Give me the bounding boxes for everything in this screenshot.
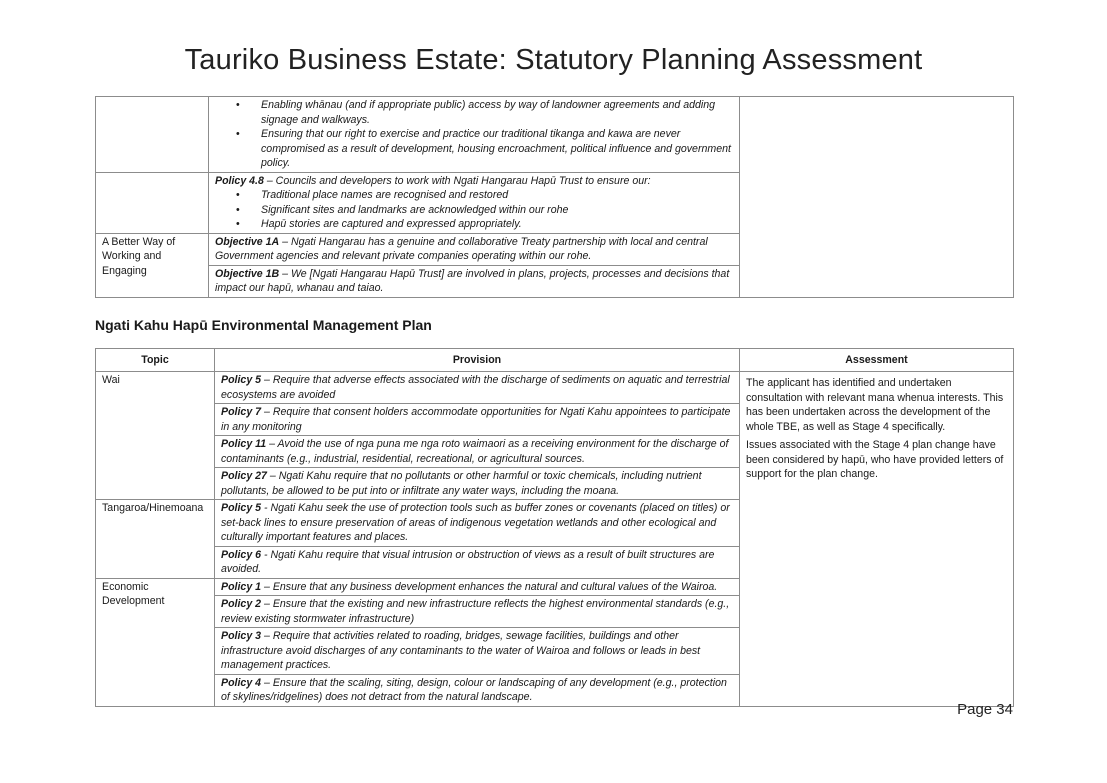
provision-cell [215, 628, 740, 675]
policy-text: – Avoid the use of nga puna me nga roto waimaori as a receiving environment for the discharge of contaminants (e.g., industrial, residential, recreational, or agricultural sources. [221, 438, 729, 465]
provision-cell [215, 596, 740, 628]
page-number: Page 34 [957, 701, 1013, 718]
table-row [96, 372, 1014, 404]
table-row [96, 97, 1014, 173]
assessment-paragraph: Issues associated with the Stage 4 plan change have been considered by hapū, who have provided letters of support for the plan change. [746, 439, 1004, 480]
assessment-cell [740, 372, 1014, 707]
column-header-provision: Provision [215, 349, 740, 372]
topic-cell: A Better Way of Working and Engaging [96, 233, 209, 297]
policy-label: Policy 3 [221, 630, 262, 642]
topic-cell [96, 172, 209, 233]
provision-cell [215, 436, 740, 468]
list-item: • Enabling whānau (and if appropriate public) access by way of landowner agreements and adding signage and walkways. [261, 98, 733, 127]
policy-text: - Ngati Kahu require that visual intrusion or obstruction of views as a result of built structures are avoided. [221, 548, 715, 575]
page-title: Tauriko Business Estate: Statutory Planning Assessment [184, 44, 923, 76]
provisions-table [95, 348, 1014, 707]
bullet-list [215, 188, 733, 232]
policy-label: Policy 1 [221, 580, 262, 593]
objective-label: Objective 1B [215, 267, 280, 280]
provision-cell [215, 578, 740, 596]
provision-cell [215, 546, 740, 578]
section-heading: Ngati Kahu Hapū Environmental Management Plan [95, 317, 432, 333]
policy-label: Policy 6 [221, 548, 262, 561]
provision-cell [215, 500, 740, 547]
provision-cell [215, 372, 740, 404]
list-item: • Hapū stories are captured and expressed appropriately. [261, 217, 733, 232]
list-item: • Significant sites and landmarks are acknowledged within our rohe [261, 203, 733, 218]
policy-text: - Ngati Kahu seek the use of protection tools such as buffer zones or covenants (placed on titles) or set-back lines to ensure preservation of areas of indigenous vegetation wetlands and other ecological and culturally important features and places. [221, 502, 730, 543]
bullet-list [215, 98, 733, 171]
policy-label: Policy 4 [221, 676, 262, 689]
list-item: • Traditional place names are recognised and restored [261, 188, 733, 203]
policy-text: – Ngati Kahu require that no pollutants or other harmful or toxic chemicals, including nutrient pollutants, be allowed to be put into or infiltrate any water ways, including the moana. [221, 470, 702, 497]
policy-text: – Ensure that the scaling, siting, design, colour or landscaping of any development (e.g., protection of skylines/ridgelines) does not detract from the natural landscape. [221, 676, 727, 703]
table-header-row [96, 349, 1014, 372]
policy-label: Policy 11 [221, 438, 267, 450]
provision-cell [209, 172, 740, 233]
objective-label: Objective 1A [215, 235, 280, 248]
policy-text: – Ensure that any business development enhances the natural and cultural values of the Wairoa. [261, 580, 718, 593]
policy-label: Policy 2 [221, 598, 262, 610]
assessment-paragraph: The applicant has identified and undertaken consultation with relevant mana whenua interests. This has been undertaken across the development of the whole TBE, as well as Stage 4 specifically. [746, 377, 1004, 433]
policy-label: Policy 5 [221, 374, 262, 386]
topic-cell: Tangaroa/Hinemoana [96, 500, 215, 579]
assessment-cell [740, 97, 1014, 298]
list-item: • Ensuring that our right to exercise and practice our traditional tikanga and kawa are never compromised as a result of development, housing encroachment, political influence and government policy. [261, 127, 733, 171]
provision-cell [209, 233, 740, 265]
provision-cell [215, 404, 740, 436]
provision-cell [215, 468, 740, 500]
topic-cell: Wai [96, 372, 215, 500]
policy-label: Policy 4.8 [215, 174, 264, 187]
continued-provisions-table [95, 96, 1014, 298]
topic-cell [96, 97, 209, 173]
provision-cell [215, 674, 740, 706]
objective-text: – Ngati Hangarau has a genuine and collaborative Treaty partnership with local and central Government agencies and relevant private companies operating within our rohe. [215, 235, 708, 262]
provision-cell [209, 97, 740, 173]
policy-text: – Require that consent holders accommodate opportunities for Ngati Kahu appointees to participate in any monitoring [221, 406, 731, 433]
policy-text: – Councils and developers to work with Ngati Hangarau Hapū Trust to ensure our: [263, 174, 651, 187]
objective-text: – We [Ngati Hangarau Hapū Trust] are involved in plans, projects, processes and decisions that impact our hapū, whanau and taiao. [215, 267, 730, 294]
provision-cell [209, 265, 740, 297]
policy-label: Policy 7 [221, 406, 262, 418]
column-header-topic: Topic [96, 349, 215, 372]
policy-text: – Require that activities related to roading, bridges, sewage facilities, buildings and other infrastructure avoid discharges of any contaminants to the water of Wairoa and follows or leads in best management practices. [221, 630, 701, 671]
policy-text: – Require that adverse effects associated with the discharge of sediments on aquatic and terrestrial ecosystems are avoided [221, 374, 730, 401]
topic-cell: Economic Development [96, 578, 215, 706]
column-header-assessment: Assessment [740, 349, 1014, 372]
policy-label: Policy 5 [221, 502, 262, 514]
policy-text: – Ensure that the existing and new infrastructure reflects the highest environmental standards (e.g., review existing stormwater infrastructure) [221, 598, 730, 625]
policy-label: Policy 27 [221, 470, 267, 482]
